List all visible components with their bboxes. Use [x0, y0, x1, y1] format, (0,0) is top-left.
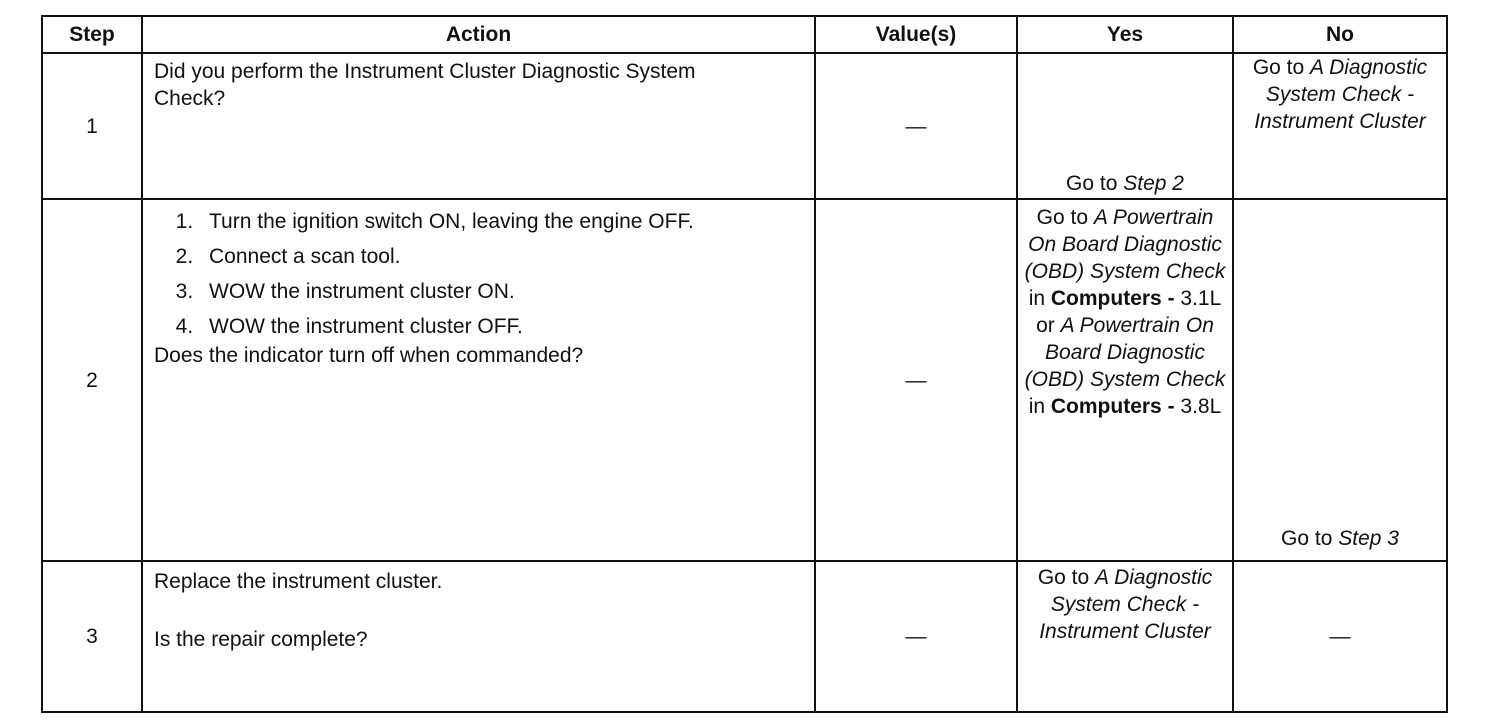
header-values: Value(s): [815, 16, 1017, 53]
header-row: [42, 16, 1447, 53]
no-cell: —: [1233, 561, 1447, 712]
values-cell: —: [815, 53, 1017, 199]
list-item: 4. WOW the instrument cluster OFF.: [199, 309, 814, 344]
action-question: Does the indicator turn off when commanded?: [154, 344, 584, 367]
yes-cell: [1017, 199, 1233, 561]
values-cell: —: [815, 199, 1017, 561]
table-row-step-1: [42, 53, 1447, 199]
table-row-step-3: [42, 561, 1447, 712]
action-text: Did you perform the Instrument Cluster Diagnostic System Check?: [154, 60, 696, 110]
table-row-step-2: [42, 199, 1447, 561]
no-cell: [1233, 53, 1447, 199]
action-step-list: [154, 204, 814, 344]
yes-cell: [1017, 561, 1233, 712]
yes-cell: [1017, 53, 1233, 199]
yes-text: Go to Step 2: [1066, 172, 1184, 195]
list-item: 1. Turn the ignition switch ON, leaving the engine OFF.: [199, 204, 814, 239]
header-yes: Yes: [1017, 16, 1233, 53]
action-cell: [142, 199, 815, 561]
spacer: [154, 595, 814, 626]
no-link-diagnostic-check[interactable]: A Diagnostic System Check - Instrument Cluster: [1254, 56, 1428, 133]
step-number: 2: [42, 199, 142, 561]
yes-text: Go to A Diagnostic System Check - Instrument Cluster: [1037, 566, 1213, 643]
header-action: Action: [142, 16, 815, 53]
action-question: Is the repair complete?: [154, 628, 368, 651]
action-cell: [142, 53, 815, 199]
list-item: 2. Connect a scan tool.: [199, 239, 814, 274]
no-link-step-3[interactable]: Step 3: [1338, 527, 1399, 550]
action-text: Replace the instrument cluster.: [154, 570, 443, 593]
step-number: 3: [42, 561, 142, 712]
yes-link-obd-check-31[interactable]: A Powertrain On Board Diagnostic (OBD) System Check: [1024, 206, 1226, 283]
action-cell: [142, 561, 815, 712]
header-step: Step: [42, 16, 142, 53]
yes-text: Go to A Powertrain On Board Diagnostic (OBD) System Check in Computers - 3.1L or A Powertrain On Board Diagnostic (OBD) System Check in Computers - 3.8L: [1024, 206, 1226, 418]
values-cell: —: [815, 561, 1017, 712]
list-item: 3. WOW the instrument cluster ON.: [199, 274, 814, 309]
yes-link-obd-check-38[interactable]: A Powertrain On Board Diagnostic (OBD) System Check: [1024, 314, 1226, 391]
yes-link-step-2[interactable]: Step 2: [1123, 172, 1184, 195]
no-cell: [1233, 199, 1447, 561]
no-text: Go to A Diagnostic System Check - Instrument Cluster: [1252, 56, 1428, 133]
header-no: No: [1233, 16, 1447, 53]
step-number: 1: [42, 53, 142, 199]
yes-link-diagnostic-check[interactable]: A Diagnostic System Check - Instrument Cluster: [1039, 566, 1213, 643]
no-text: Go to Step 3: [1281, 527, 1399, 550]
diagnostic-table: [41, 15, 1448, 713]
